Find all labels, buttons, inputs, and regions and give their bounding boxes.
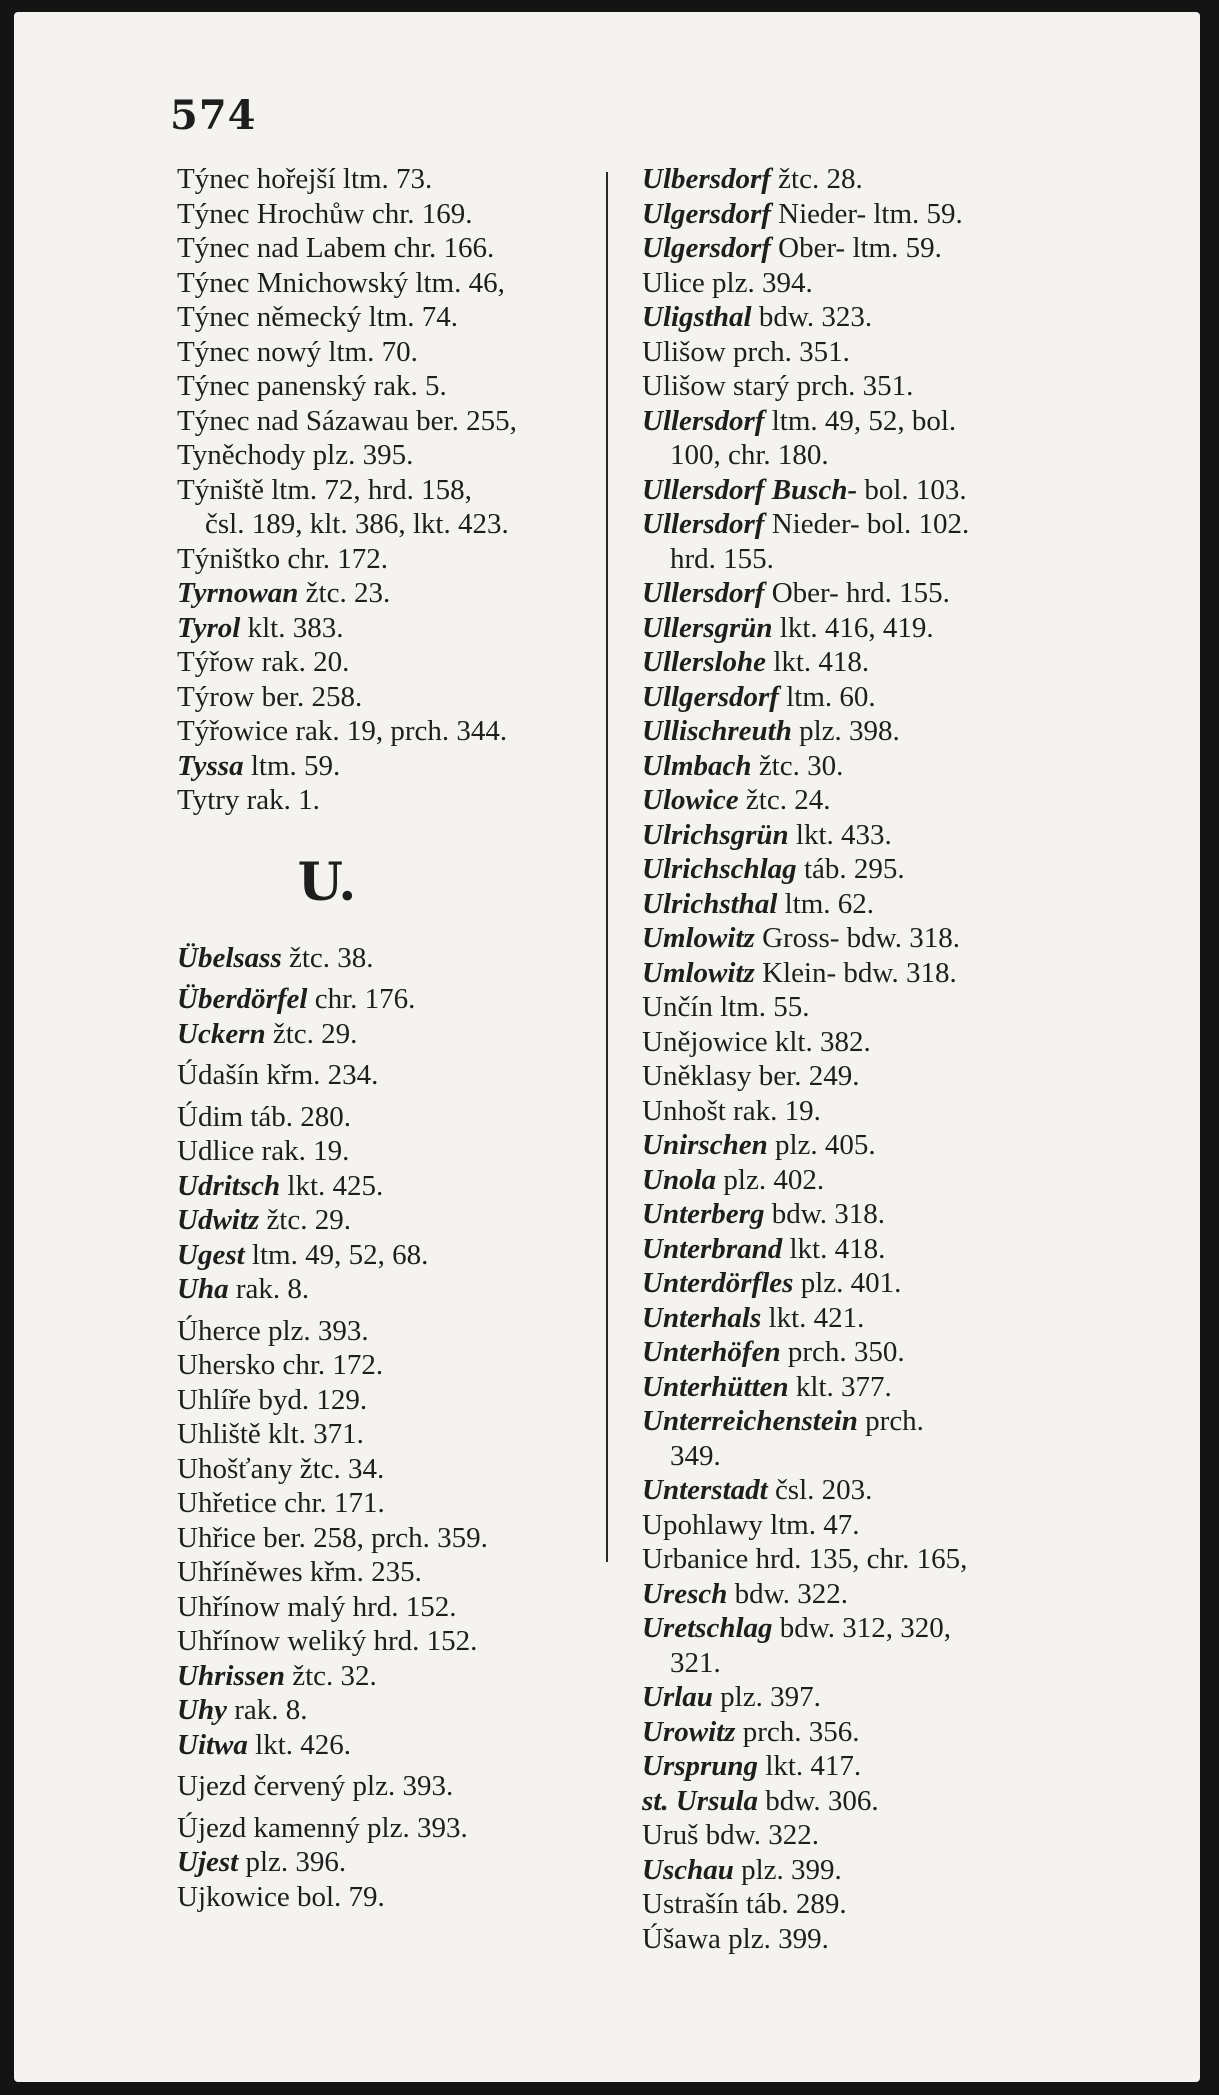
index-entry xyxy=(177,1624,612,1659)
entry-text: žtc. 38. xyxy=(281,941,374,974)
entry-text: bdw. 306. xyxy=(758,1784,879,1817)
entry-text: žtc. 29. xyxy=(265,1017,358,1050)
index-entry xyxy=(642,473,1187,508)
entry-name-italic: Ulrichsthal xyxy=(642,887,778,920)
entry-name-italic: Ursprung xyxy=(642,1750,759,1782)
entry-text: lkt. 417. xyxy=(758,1750,862,1782)
entry-name-italic: Überdörfel xyxy=(177,983,308,1015)
entry-text: plz. 405. xyxy=(767,1129,876,1161)
entry-text: plz. 398. xyxy=(791,715,900,747)
index-entry xyxy=(177,1238,612,1273)
entry-text: Uhlíře byd. 129. xyxy=(177,1383,368,1416)
entry-name-italic: Unirschen xyxy=(642,1129,768,1161)
index-entry xyxy=(177,1769,612,1804)
entry-name-italic: Unterbrand xyxy=(642,1232,783,1265)
entry-text: žtc. 29. xyxy=(259,1204,351,1236)
index-entry xyxy=(642,1335,1187,1370)
entry-text: plz. 402. xyxy=(716,1163,825,1196)
entry-name-italic: Uschau xyxy=(642,1853,734,1886)
entry-text: žtc. 23. xyxy=(298,577,391,609)
entry-name-italic: Uhrissen xyxy=(177,1659,285,1692)
entry-text: Týnec Mnichowský ltm. 46, xyxy=(177,266,505,299)
entry-name-italic: st. Ursula xyxy=(642,1784,759,1817)
entry-text: bdw. 312, 320, xyxy=(772,1612,952,1644)
entry-text: Údim táb. 280. xyxy=(177,1100,351,1133)
entry-text: prch. 356. xyxy=(735,1715,860,1748)
index-entry xyxy=(642,507,1187,542)
entry-text: Týnec německý ltm. 74. xyxy=(177,301,459,333)
entry-name-italic: Ullischreuth xyxy=(642,715,792,747)
entry-name-italic: Uresch xyxy=(642,1577,728,1610)
page-number: 574 xyxy=(170,92,257,139)
index-entry xyxy=(642,1680,1187,1715)
entry-name-italic: Ullersgrün xyxy=(642,611,773,644)
index-entry xyxy=(177,162,612,197)
entry-name-italic: Ullerslohe xyxy=(642,646,767,678)
index-entry xyxy=(642,1163,1187,1198)
index-entry xyxy=(642,956,1187,991)
entry-text: Uněklasy ber. 249. xyxy=(642,1060,860,1092)
entry-name-italic: Tyrol xyxy=(177,611,241,644)
index-entry xyxy=(642,197,1187,232)
index-entry xyxy=(177,438,612,473)
entry-name-italic: Übelsass xyxy=(177,941,282,974)
entry-text: Týnec Hrochůw chr. 169. xyxy=(177,197,473,230)
entry-name-italic: Uitwa xyxy=(177,1728,248,1761)
index-entry xyxy=(177,1058,612,1093)
entry-text: prch. xyxy=(857,1405,924,1437)
entry-text: ltm. 49, 52, 68. xyxy=(244,1238,429,1271)
entry-text: 321. xyxy=(670,1646,721,1679)
index-entry xyxy=(642,680,1187,715)
left-column xyxy=(177,162,612,1914)
index-entry xyxy=(642,611,1187,646)
index-entry xyxy=(177,473,612,508)
index-entry xyxy=(177,1811,612,1846)
index-entry xyxy=(177,1169,612,1204)
entry-text: lkt. 426. xyxy=(247,1728,352,1761)
index-entry xyxy=(642,1715,1187,1750)
index-entry xyxy=(177,1659,612,1694)
index-entry xyxy=(177,1203,612,1238)
index-entry xyxy=(642,266,1187,301)
entry-text: Týnec nowý ltm. 70. xyxy=(177,335,418,368)
index-entry xyxy=(177,714,612,749)
entry-name-italic: Urlau xyxy=(642,1681,713,1713)
entry-text: hrd. 155. xyxy=(670,542,774,575)
index-entry xyxy=(642,887,1187,922)
entry-text: ltm. 62. xyxy=(777,887,875,920)
index-entry xyxy=(642,576,1187,611)
entry-name-italic: Ulrichschlag xyxy=(642,853,797,885)
index-entry xyxy=(642,1059,1187,1094)
entry-name-italic: Ulmbach xyxy=(642,749,752,782)
index-entry xyxy=(177,749,612,784)
index-entry xyxy=(177,266,612,301)
entry-text: lkt. 433. xyxy=(788,818,892,851)
entry-text: Týnec hořejší ltm. 73. xyxy=(177,163,433,195)
entry-name-italic: Unterhöfen xyxy=(642,1336,781,1368)
entry-text: Týřow rak. 20. xyxy=(177,646,350,678)
index-entry xyxy=(642,1611,1187,1646)
entry-text: Ulišow starý prch. 351. xyxy=(642,370,914,402)
index-entry xyxy=(642,1197,1187,1232)
index-entry xyxy=(642,714,1187,749)
entry-text: Tytry rak. 1. xyxy=(177,784,320,816)
index-entry xyxy=(177,404,612,439)
entry-text: rak. 8. xyxy=(226,1694,308,1726)
entry-name-italic: Ulrichsgrün xyxy=(642,818,789,851)
right-column xyxy=(642,162,1187,1956)
entry-text: Nieder- bol. 102. xyxy=(764,508,970,540)
entry-text: chr. 176. xyxy=(307,983,416,1015)
entry-text: Týnec panenský rak. 5. xyxy=(177,370,447,402)
entry-name-italic: Umlowitz xyxy=(642,956,755,989)
entry-text: Urbanice hrd. 135, chr. 165, xyxy=(642,1543,968,1575)
entry-text: Uhřice ber. 258, prch. 359. xyxy=(177,1521,488,1554)
index-entry xyxy=(642,749,1187,784)
index-entry xyxy=(642,335,1187,370)
index-entry-continuation xyxy=(642,438,1187,473)
index-entry xyxy=(642,162,1187,197)
entry-name-italic: Uhy xyxy=(177,1694,227,1726)
entry-text: lkt. 425. xyxy=(280,1169,384,1202)
entry-text: rak. 8. xyxy=(228,1273,310,1305)
entry-name-italic: Uretschlag xyxy=(642,1612,773,1644)
entries-u-right xyxy=(642,162,1187,1956)
index-entry xyxy=(642,231,1187,266)
entry-text: klt. 377. xyxy=(788,1370,892,1403)
index-entry xyxy=(642,1577,1187,1612)
entry-name-italic: Udritsch xyxy=(177,1169,281,1202)
entry-name-italic: Unterstadt xyxy=(642,1474,768,1506)
entry-name-italic: Ulgersdorf xyxy=(642,232,771,264)
entry-name-italic: Uligsthal xyxy=(642,301,752,333)
entry-name-italic: Ulgersdorf xyxy=(642,197,771,230)
entry-text: čsl. 189, klt. 386, lkt. 423. xyxy=(205,508,509,540)
entry-name-italic: Udwitz xyxy=(177,1204,260,1236)
index-entry xyxy=(177,1845,612,1880)
entry-name-italic: Tyrnowan xyxy=(177,577,299,609)
index-entry xyxy=(642,852,1187,887)
entry-text: Týnec nad Sázawau ber. 255, xyxy=(177,404,517,437)
entry-name-italic: Unterberg xyxy=(642,1198,765,1230)
entry-name-italic: Uckern xyxy=(177,1017,266,1050)
entry-name-italic: Ulowice xyxy=(642,784,739,816)
index-entry xyxy=(177,1272,612,1307)
index-entry xyxy=(177,1348,612,1383)
entry-name-italic: Unola xyxy=(642,1163,717,1196)
entry-text: prch. 350. xyxy=(780,1336,905,1368)
entry-text: Ulišow prch. 351. xyxy=(642,335,850,368)
entry-text: plz. 396. xyxy=(238,1846,347,1878)
index-entry xyxy=(642,1784,1187,1819)
entry-text: plz. 401. xyxy=(793,1267,902,1299)
entry-text: Uhřetice chr. 171. xyxy=(177,1487,385,1519)
index-entry xyxy=(177,576,612,611)
entry-text: Uhersko chr. 172. xyxy=(177,1349,384,1381)
entry-text: Ujezd červený plz. 393. xyxy=(177,1770,454,1802)
entry-text: Uhříněwes křm. 235. xyxy=(177,1556,422,1588)
entry-text: žtc. 24. xyxy=(738,784,831,816)
entry-name-italic: Ujest xyxy=(177,1846,239,1878)
entry-name-italic: Umlowitz xyxy=(642,922,755,954)
entry-text: Údašín křm. 234. xyxy=(177,1059,379,1091)
entry-text: 349. xyxy=(670,1439,721,1472)
entry-text: Nieder- ltm. 59. xyxy=(770,197,963,230)
index-entry xyxy=(177,645,612,680)
index-entry xyxy=(177,197,612,232)
index-entry xyxy=(177,783,612,818)
entry-text: Tyněchody plz. 395. xyxy=(177,439,414,471)
entry-name-italic: Unterreichenstein xyxy=(642,1405,858,1437)
index-entry xyxy=(642,1887,1187,1922)
entry-text: Udlice rak. 19. xyxy=(177,1135,350,1167)
index-entry xyxy=(177,611,612,646)
entry-text: lkt. 421. xyxy=(761,1301,865,1334)
index-entry xyxy=(177,542,612,577)
entry-text: 100, chr. 180. xyxy=(670,439,829,471)
index-entry xyxy=(177,1486,612,1521)
index-entry xyxy=(642,1301,1187,1336)
entry-text: Ustrašín táb. 289. xyxy=(642,1888,847,1920)
index-entry xyxy=(177,1880,612,1915)
index-entry-continuation xyxy=(642,1439,1187,1474)
entry-text: žtc. 30. xyxy=(751,749,844,782)
entry-name-italic: Ugest xyxy=(177,1238,245,1271)
entry-text: Unčín ltm. 55. xyxy=(642,991,810,1023)
index-entry xyxy=(642,1266,1187,1301)
index-entry xyxy=(177,1417,612,1452)
entries-t xyxy=(177,162,612,818)
index-entry xyxy=(177,1017,612,1052)
entry-text: bdw. 323. xyxy=(751,301,873,333)
index-entry xyxy=(642,1922,1187,1957)
entry-name-italic: Ullersdorf xyxy=(642,508,765,540)
entry-name-italic: Unterdörfles xyxy=(642,1267,794,1299)
index-entry xyxy=(642,921,1187,956)
entry-text: Gross- bdw. 318. xyxy=(754,922,960,954)
index-entry xyxy=(177,1693,612,1728)
entry-name-italic: Uha xyxy=(177,1273,229,1305)
entry-text: Ulice plz. 394. xyxy=(642,266,813,299)
entry-text: bol. 103. xyxy=(857,473,967,506)
index-entry xyxy=(642,1749,1187,1784)
entry-text: Týništko chr. 172. xyxy=(177,542,389,575)
index-entry xyxy=(642,1508,1187,1543)
entry-text: bdw. 318. xyxy=(764,1198,886,1230)
entry-text: Uhřínow weliký hrd. 152. xyxy=(177,1625,478,1657)
index-entry xyxy=(642,645,1187,680)
entry-text: žtc. 28. xyxy=(770,163,863,195)
entry-text: lkt. 418. xyxy=(782,1232,886,1265)
index-entry xyxy=(642,1025,1187,1060)
index-entry xyxy=(177,231,612,266)
index-entry xyxy=(177,1134,612,1169)
entry-name-italic: Ullersdorf xyxy=(642,577,765,609)
entry-text: Uhošťany žtc. 34. xyxy=(177,1452,385,1485)
entry-name-italic: Ullersdorf xyxy=(642,404,765,437)
index-entry xyxy=(642,783,1187,818)
index-entry xyxy=(642,1853,1187,1888)
index-entry xyxy=(177,1555,612,1590)
entry-text: ltm. 59. xyxy=(243,749,341,782)
entry-text: Újezd kamenný plz. 393. xyxy=(177,1811,468,1844)
entry-text: plz. 399. xyxy=(733,1853,842,1886)
entry-name-italic: Unterhütten xyxy=(642,1370,789,1403)
entry-name-italic: Ullgersdorf xyxy=(642,680,779,713)
index-entry-continuation xyxy=(642,1646,1187,1681)
index-entry xyxy=(177,680,612,715)
entry-name-italic: Ullersdorf Busch- xyxy=(642,473,858,506)
entry-text: Týřowice rak. 19, prch. 344. xyxy=(177,715,508,747)
entry-name-italic: Ulbersdorf xyxy=(642,163,771,195)
entry-text: žtc. 32. xyxy=(285,1659,377,1692)
index-entry xyxy=(177,369,612,404)
entry-name-italic: Urowitz xyxy=(642,1715,736,1748)
entry-name-italic: Tyssa xyxy=(177,749,244,782)
index-entry-continuation xyxy=(642,542,1187,577)
index-entry xyxy=(177,335,612,370)
index-entry xyxy=(177,1100,612,1135)
entry-text: čsl. 203. xyxy=(767,1474,873,1506)
entry-text: bdw. 322. xyxy=(727,1577,848,1610)
entry-text: Úherce plz. 393. xyxy=(177,1314,369,1347)
index-entry xyxy=(177,1383,612,1418)
entry-text: Unhošt rak. 19. xyxy=(642,1094,821,1127)
entry-text: Týniště ltm. 72, hrd. 158, xyxy=(177,473,472,506)
entry-text: Týnec nad Labem chr. 166. xyxy=(177,232,495,264)
index-entry xyxy=(642,990,1187,1025)
entry-text: lkt. 418. xyxy=(766,646,870,678)
entry-text: ltm. 49, 52, bol. xyxy=(764,404,957,437)
entry-text: Ober- ltm. 59. xyxy=(770,232,942,264)
entry-text: Unějowice klt. 382. xyxy=(642,1025,871,1058)
index-entry xyxy=(642,1232,1187,1267)
index-entry xyxy=(177,941,612,976)
entry-text: Ujkowice bol. 79. xyxy=(177,1880,385,1913)
book-page xyxy=(14,12,1200,2082)
index-entry xyxy=(642,1128,1187,1163)
index-entry xyxy=(642,404,1187,439)
index-entry xyxy=(642,1404,1187,1439)
entry-text: Týrow ber. 258. xyxy=(177,680,363,713)
index-entry-continuation xyxy=(177,507,612,542)
entry-text: Uruš bdw. 322. xyxy=(642,1819,819,1851)
entry-text: plz. 397. xyxy=(712,1681,821,1713)
index-entry xyxy=(642,1370,1187,1405)
index-entry xyxy=(642,1542,1187,1577)
index-entry xyxy=(177,1314,612,1349)
entry-text: ltm. 60. xyxy=(778,680,876,713)
index-entry xyxy=(642,1094,1187,1129)
index-entry xyxy=(642,818,1187,853)
index-entry xyxy=(177,1452,612,1487)
entry-text: Upohlawy ltm. 47. xyxy=(642,1508,860,1541)
index-entry xyxy=(177,1521,612,1556)
index-entry xyxy=(177,982,612,1017)
entry-text: Úšawa plz. 399. xyxy=(642,1922,829,1955)
entries-u-left xyxy=(177,941,612,1915)
index-entry xyxy=(642,300,1187,335)
entry-text: Ober- hrd. 155. xyxy=(764,577,950,609)
index-entry xyxy=(177,300,612,335)
index-entry xyxy=(642,1818,1187,1853)
index-entry xyxy=(177,1728,612,1763)
entry-name-italic: Unterhals xyxy=(642,1301,762,1334)
index-entry xyxy=(642,369,1187,404)
entry-text: klt. 383. xyxy=(240,611,344,644)
entry-text: Uhliště klt. 371. xyxy=(177,1418,364,1450)
entry-text: táb. 295. xyxy=(796,853,905,885)
section-letter-heading: U. xyxy=(297,851,357,913)
entry-text: Klein- bdw. 318. xyxy=(754,956,957,989)
index-entry xyxy=(177,1590,612,1625)
index-entry xyxy=(642,1473,1187,1508)
entry-text: lkt. 416, 419. xyxy=(772,611,934,644)
entry-text: Uhřínow malý hrd. 152. xyxy=(177,1590,457,1623)
